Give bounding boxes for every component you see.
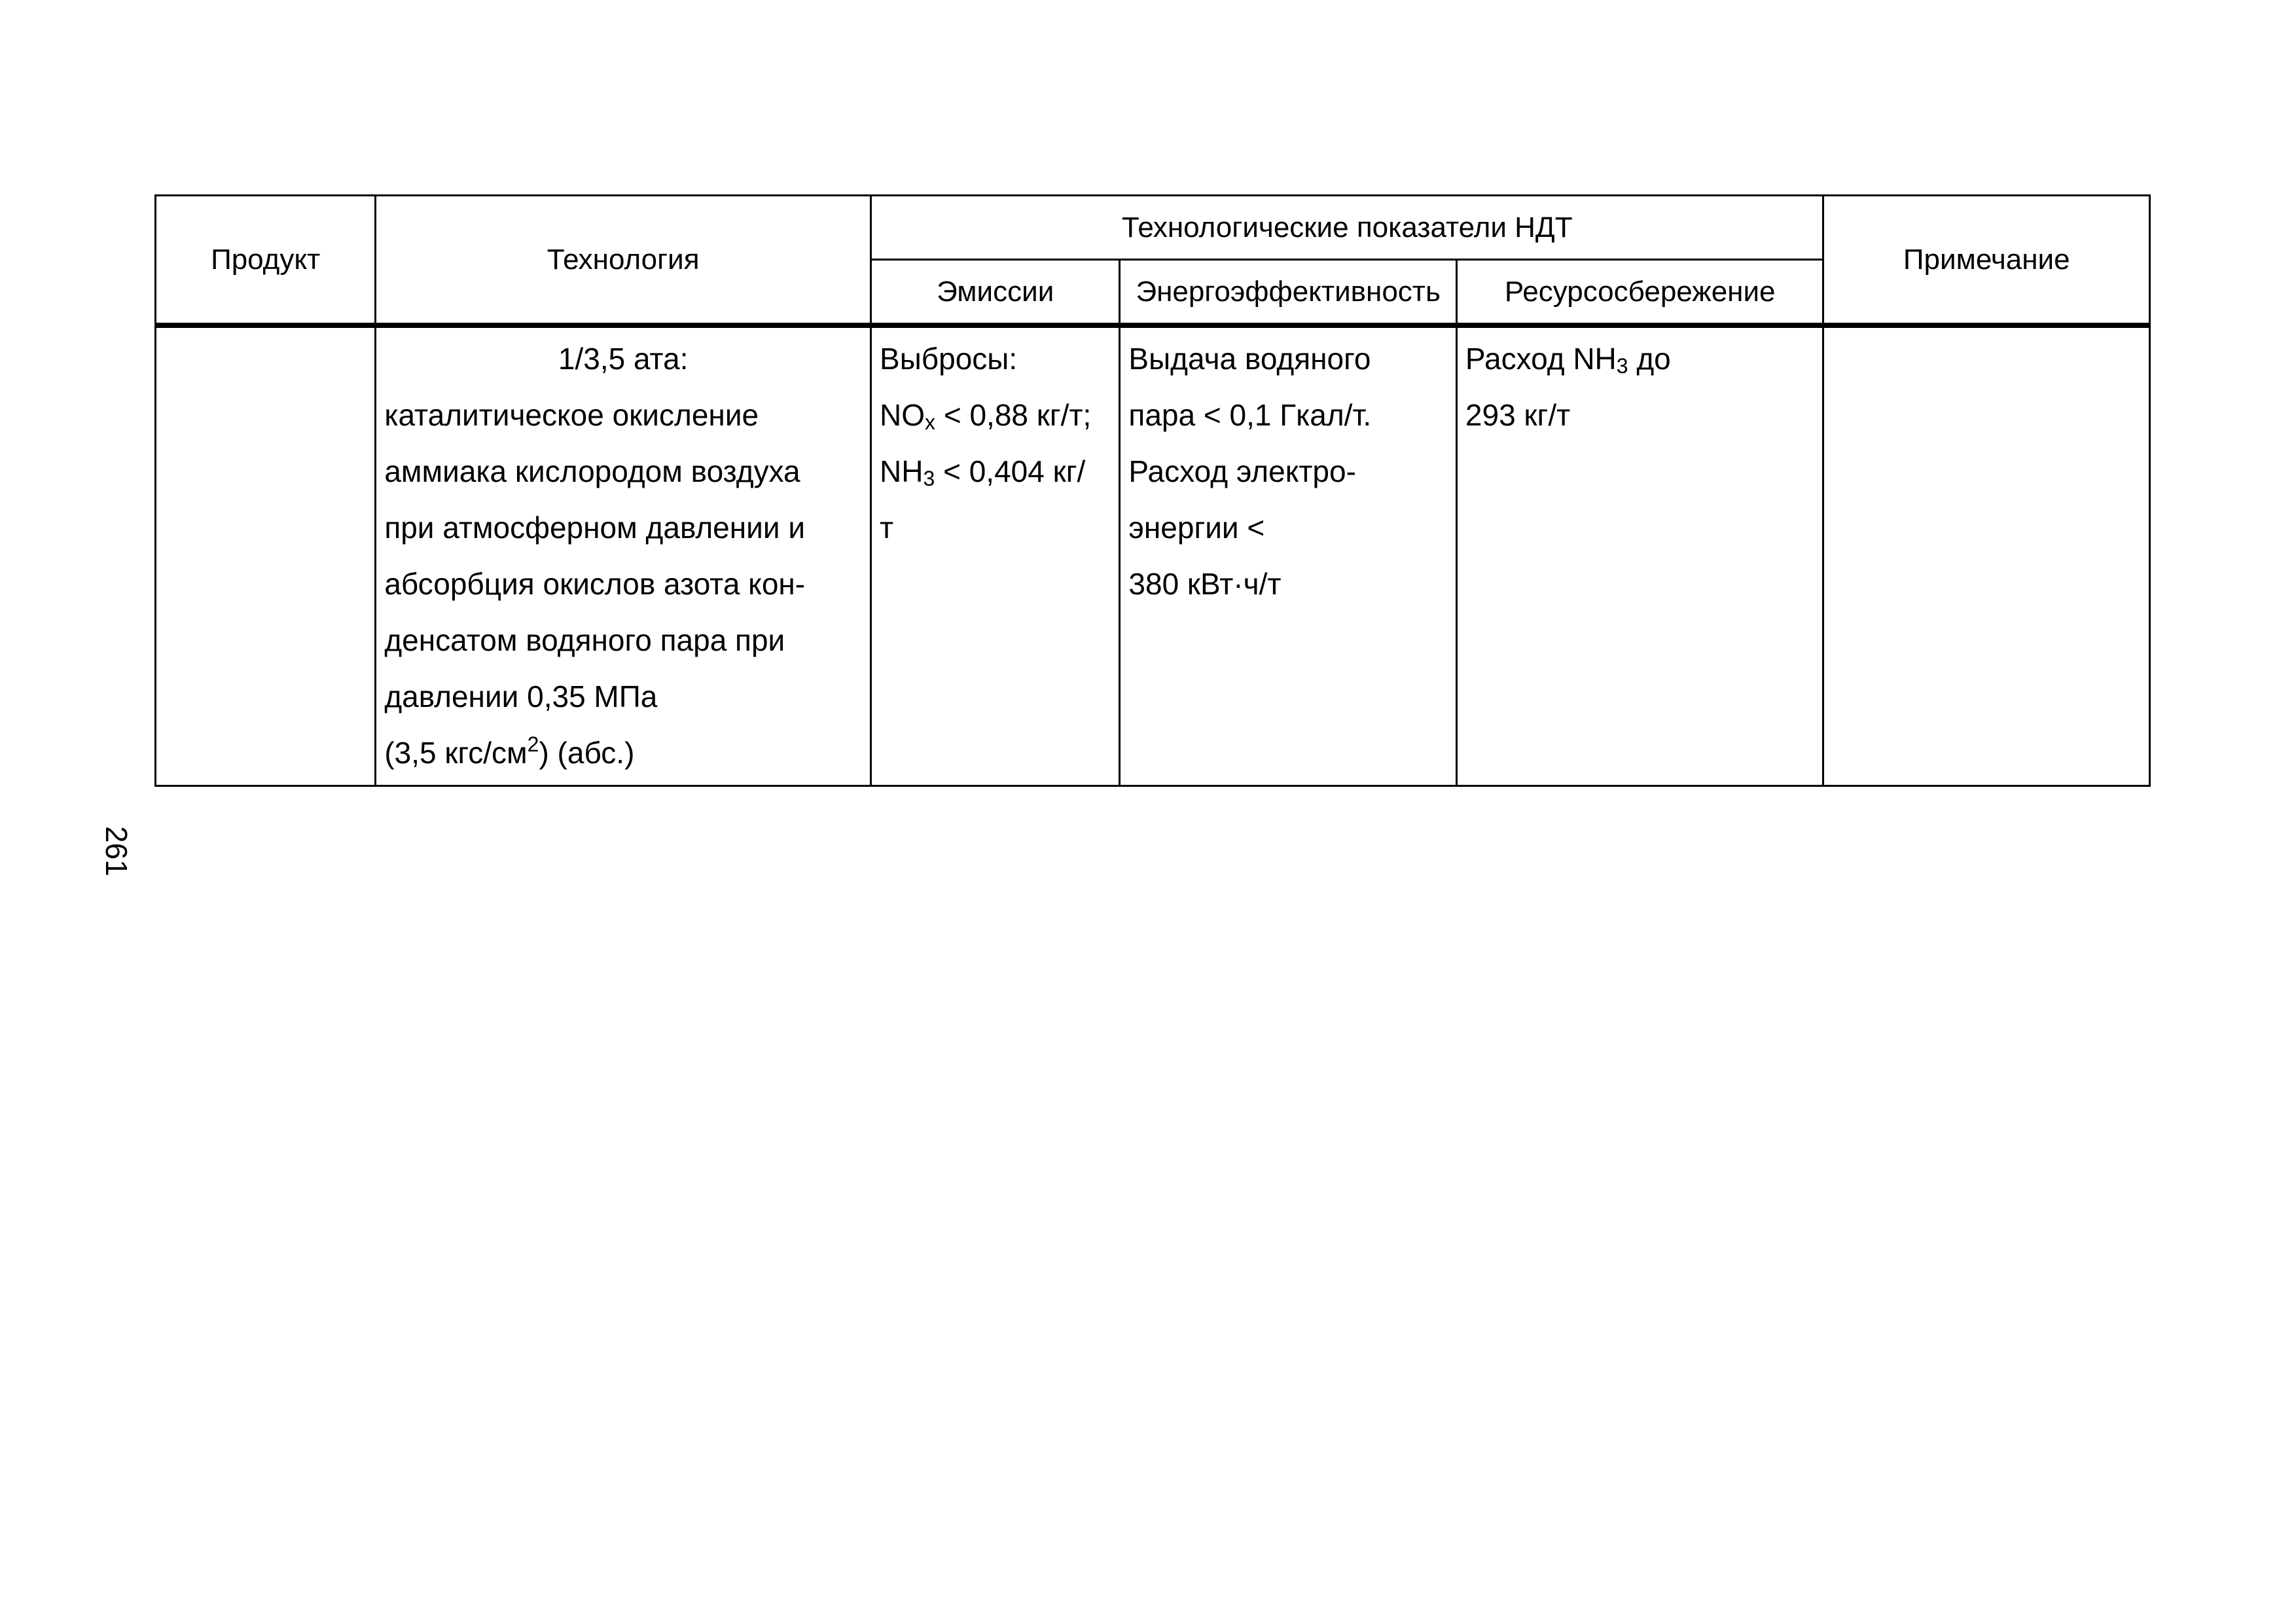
technology-line-pressure bbox=[384, 725, 862, 781]
table-header-row bbox=[156, 196, 2150, 260]
technology-line: абсорбция окислов азота кон- bbox=[384, 567, 806, 601]
header-indicators-group: Технологические показатели НДТ bbox=[871, 196, 1823, 260]
cell-technology bbox=[376, 325, 871, 786]
nox-formula: NO bbox=[880, 398, 925, 432]
cell-resource-saving bbox=[1456, 325, 1823, 786]
resource-suffix: до bbox=[1628, 342, 1671, 376]
header-emissions: Эмиссии bbox=[871, 260, 1120, 326]
emissions-nh3 bbox=[880, 443, 1111, 499]
technology-line: давлении 0,35 МПа bbox=[384, 679, 658, 713]
energy-line: Расход электро- bbox=[1128, 454, 1356, 488]
energy-line: Выдача водяного bbox=[1128, 342, 1371, 376]
cell-product bbox=[156, 325, 376, 786]
table-row bbox=[156, 325, 2150, 786]
resource-line-value: 293 кг/т bbox=[1465, 398, 1571, 432]
energy-line: пара < 0,1 Гкал/т. bbox=[1128, 398, 1372, 432]
technology-line: 1/3,5 ата: bbox=[558, 342, 689, 376]
resource-line-nh3 bbox=[1465, 331, 1815, 387]
resource-subscript: 3 bbox=[1616, 354, 1628, 378]
resource-prefix: Расход NH bbox=[1465, 342, 1617, 376]
nh3-subscript: 3 bbox=[923, 467, 935, 490]
header-product: Продукт bbox=[156, 196, 376, 326]
emissions-nox bbox=[880, 387, 1111, 443]
technology-line: денсатом водяного пара при bbox=[384, 623, 785, 657]
emissions-title: Выбросы: bbox=[880, 342, 1018, 376]
energy-line: 380 кВт·ч/т bbox=[1128, 567, 1282, 601]
cell-energy-efficiency bbox=[1120, 325, 1457, 786]
technology-line: при атмосферном давлении и bbox=[384, 511, 806, 545]
nh3-formula: NH bbox=[880, 454, 924, 488]
bat-indicators-table bbox=[154, 194, 2151, 787]
header-technology: Технология bbox=[376, 196, 871, 326]
header-note: Примечание bbox=[1823, 196, 2150, 326]
cell-note bbox=[1823, 325, 2150, 786]
technology-line: каталитическое окисление bbox=[384, 398, 759, 432]
header-energy-efficiency: Энергоэффективность bbox=[1120, 260, 1457, 326]
nox-subscript: x bbox=[925, 410, 936, 434]
emissions-nh3-unit: т bbox=[880, 511, 894, 545]
pressure-prefix: (3,5 кгс/см bbox=[384, 736, 528, 770]
page-number: 261 bbox=[99, 826, 134, 876]
pressure-suffix: ) (абс.) bbox=[539, 736, 635, 770]
technology-line: аммиака кислородом воздуха bbox=[384, 454, 800, 488]
cell-emissions bbox=[871, 325, 1120, 786]
header-resource-saving: Ресурсосбережение bbox=[1456, 260, 1823, 326]
nh3-value: < 0,404 кг/ bbox=[935, 454, 1086, 488]
energy-line: энергии < bbox=[1128, 511, 1265, 545]
nox-value: < 0,88 кг/т; bbox=[935, 398, 1092, 432]
pressure-superscript: 2 bbox=[527, 732, 539, 756]
